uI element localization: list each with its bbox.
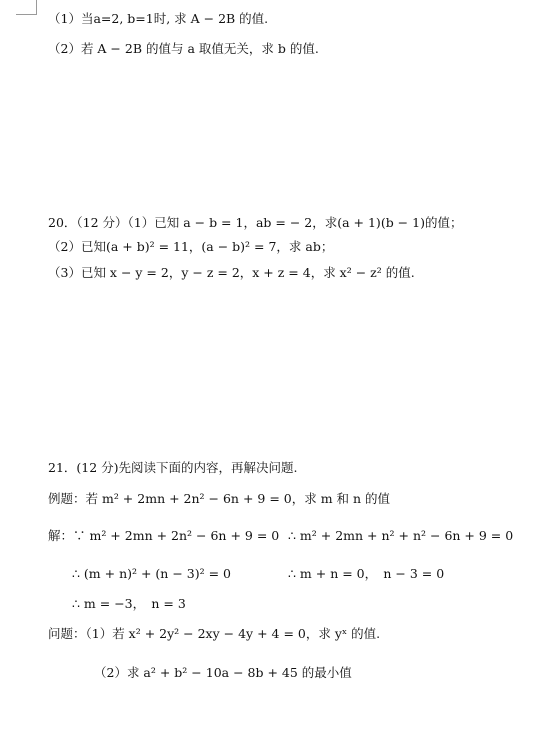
page-corner-mark <box>16 0 37 15</box>
line-part2: （2）若 A − 2B 的值与 a 取值无关，求 b 的值. <box>48 41 319 56</box>
q20-part2: （2）已知(a + b)² = 11，(a − b)² = 7，求 ab； <box>48 239 334 254</box>
q21-example: 例题：若 m² + 2mn + 2n² − 6n + 9 = 0，求 m 和 n 的值 <box>48 491 391 506</box>
q20-heading: 20．（12 分）（1）已知 a − b = 1，ab = − 2，求(a + 1)(b − 1)的值； <box>48 215 463 230</box>
problem-part1: 问题：（1）若 x² + 2y² − 2xy − 4y + 4 = 0，求 yˣ 的值. <box>48 626 381 641</box>
solution-step-3: ∴ (m + n)² + (n − 3)² = 0 <box>72 566 231 581</box>
solution-step-4: ∴ m + n = 0， n − 3 = 0 <box>288 566 445 581</box>
solution-step-5: ∴ m = −3， n = 3 <box>72 596 186 611</box>
q20-part3: （3）已知 x − y = 2，y − z = 2，x + z = 4，求 x² − z² 的值. <box>48 265 415 280</box>
line-part1: （1）当a=2, b=1时, 求 A − 2B 的值. <box>48 11 269 26</box>
solution-step-1: 解：∵ m² + 2mn + 2n² − 6n + 9 = 0 <box>48 528 280 543</box>
problem-part2: （2）求 a² + b² − 10a − 8b + 45 的最小值 <box>94 665 352 680</box>
solution-step-2: ∴ m² + 2mn + n² + n² − 6n + 9 = 0 <box>288 528 514 543</box>
q21-heading: 21．(12 分)先阅读下面的内容，再解决问题. <box>48 460 298 475</box>
